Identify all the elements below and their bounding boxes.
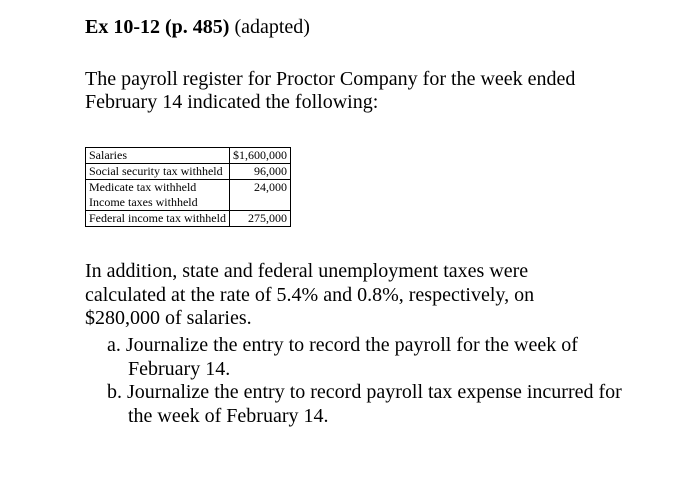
exercise-note: (adapted) bbox=[234, 16, 310, 38]
row-label: Medicate tax withheld bbox=[86, 180, 230, 196]
row-amount bbox=[229, 195, 290, 211]
table-row bbox=[86, 211, 291, 227]
exercise-heading bbox=[85, 16, 310, 39]
row-label: Social security tax withheld bbox=[86, 164, 230, 180]
table-row bbox=[86, 148, 291, 164]
payroll-register-table bbox=[85, 147, 291, 227]
row-label: Income taxes withheld bbox=[86, 195, 230, 211]
row-amount: 96,000 bbox=[229, 164, 290, 180]
exercise-number: Ex 10-12 (p. 485) bbox=[85, 16, 230, 38]
unemployment-tax-paragraph: In addition, state and federal unemployment taxes were calculated at the rate of 5.4% and 0.8%, respectively, on $280,000 of salaries. bbox=[85, 260, 535, 329]
row-amount: $1,600,000 bbox=[229, 148, 290, 164]
table-row bbox=[86, 195, 291, 211]
row-amount: 275,000 bbox=[229, 211, 290, 227]
task-b: b. Journalize the entry to record payroll tax expense incurred for the week of February 14. bbox=[107, 381, 622, 427]
intro-text: The payroll register for Proctor Company for the week ended February 14 indicated the following: bbox=[85, 68, 576, 113]
task-list bbox=[107, 334, 637, 428]
task-a: a. Journalize the entry to record the payroll for the week of February 14. bbox=[107, 334, 578, 380]
row-label: Salaries bbox=[86, 148, 230, 164]
row-amount: 24,000 bbox=[229, 180, 290, 196]
table-row bbox=[86, 164, 291, 180]
row-label: Federal income tax withheld bbox=[86, 211, 230, 227]
table-row bbox=[86, 180, 291, 196]
